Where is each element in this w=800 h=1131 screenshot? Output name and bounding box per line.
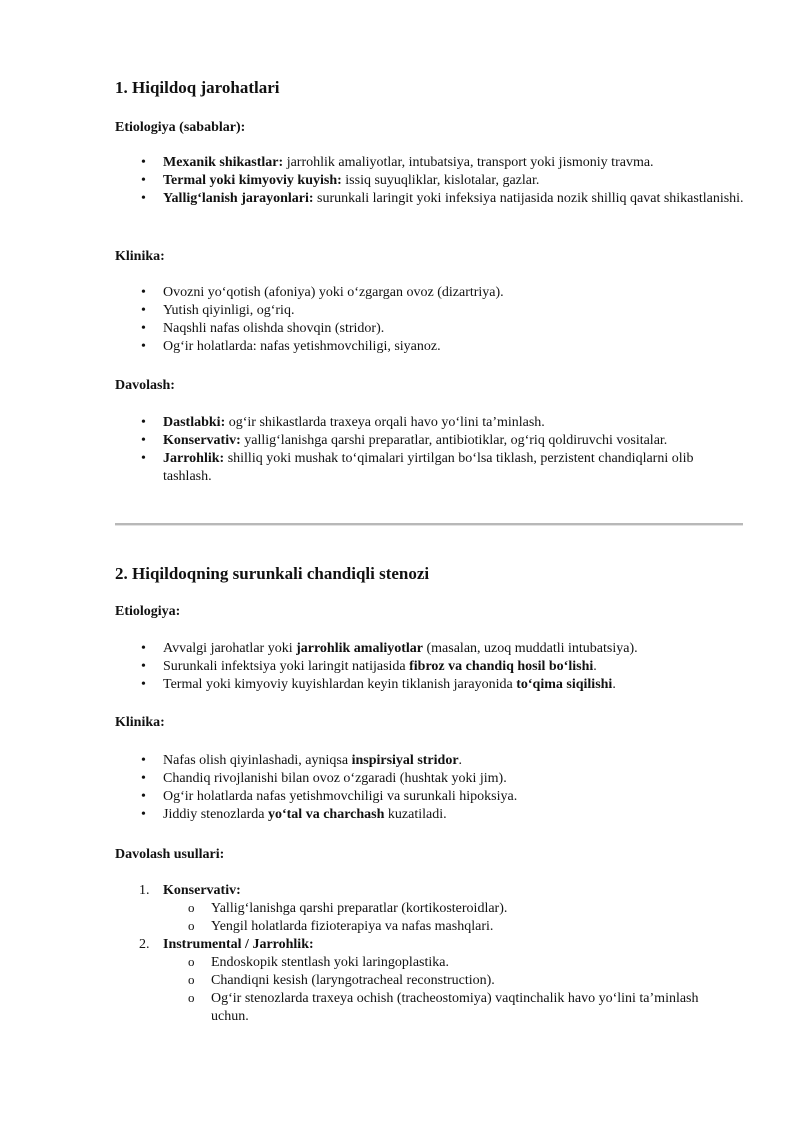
list-item: • Chandiq rivojlanishi bilan ovoz o‘zgaradi (hushtak yoki jim).	[115, 770, 745, 788]
s2-clinic-heading: Klinika:	[115, 715, 165, 730]
sub-item: o Yengil holatlarda fizioterapiya va nafas mashqlari.	[115, 918, 745, 936]
section-2-title: 2. Hiqildoqning surunkali chandiqli stenozi	[115, 564, 430, 583]
section-divider	[115, 523, 743, 526]
list-item: • Dastlabki: og‘ir shikastlarda traxeya orqali havo yo‘lini ta’minlash.	[115, 414, 745, 432]
sub-item: o Og‘ir stenozlarda traxeya ochish (tracheostomiya) vaqtinchalik havo yo‘lini ta’minlash uchun.	[115, 990, 711, 1026]
list-item: • Avvalgi jarohatlar yoki jarrohlik amaliyotlar (masalan, uzoq muddatli intubatsiya).	[115, 640, 745, 658]
s1-treatment-heading: Davolash:	[115, 378, 175, 393]
list-item: • Og‘ir holatlarda: nafas yetishmovchiligi, siyanoz.	[115, 338, 745, 356]
s1-etiology-heading: Etiologiya (sabablar):	[115, 120, 246, 135]
list-item: • Konservativ: yallig‘lanishga qarshi preparatlar, antibiotiklar, og‘riq qoldiruvchi vositalar.	[115, 432, 703, 450]
s1-clinic-list	[115, 284, 745, 356]
s2-clinic-list	[115, 752, 745, 824]
list-item: • Ovozni yo‘qotish (afoniya) yoki o‘zgargan ovoz (dizartriya).	[115, 284, 745, 302]
list-item: • Jiddiy stenozlarda yo‘tal va charchash kuzatiladi.	[115, 806, 745, 824]
method-item	[115, 936, 745, 1026]
sub-item: o Yallig‘lanishga qarshi preparatlar (kortikosteroidlar).	[115, 900, 745, 918]
list-item: • Termal yoki kimyoviy kuyishlardan keyin tiklanish jarayonida to‘qima siqilishi.	[115, 676, 745, 694]
s2-etiology-heading: Etiologiya:	[115, 604, 181, 619]
list-item: • Mexanik shikastlar: jarrohlik amaliyotlar, intubatsiya, transport yoki jismoniy travma.	[115, 154, 745, 172]
method-label: Instrumental / Jarrohlik:	[163, 937, 314, 952]
list-item: • Yutish qiyinligi, og‘riq.	[115, 302, 745, 320]
method-item	[115, 882, 745, 936]
list-item: • Termal yoki kimyoviy kuyish: issiq suyuqliklar, kislotalar, gazlar.	[115, 172, 745, 190]
list-item: • Og‘ir holatlarda nafas yetishmovchiligi va surunkali hipoksiya.	[115, 788, 745, 806]
list-item: • Nafas olish qiyinlashadi, ayniqsa inspirsiyal stridor.	[115, 752, 745, 770]
sub-item: o Chandiqni kesish (laryngotracheal reconstruction).	[115, 972, 745, 990]
list-item: • Yallig‘lanish jarayonlari: surunkali laringit yoki infeksiya natijasida nozik shilliq qavat shikastlanishi.	[115, 190, 745, 208]
method-number: 2.	[139, 937, 150, 952]
section-1-title: 1. Hiqildoq jarohatlari	[115, 78, 280, 97]
s2-methods-list	[115, 882, 745, 1026]
method-label: Konservativ:	[163, 883, 241, 898]
list-item: • Surunkali infektsiya yoki laringit natijasida fibroz va chandiq hosil bo‘lishi.	[115, 658, 745, 676]
s1-treatment-list	[115, 414, 745, 486]
s1-clinic-heading: Klinika:	[115, 249, 165, 264]
sub-item: o Endoskopik stentlash yoki laringoplastika.	[115, 954, 745, 972]
list-item: • Jarrohlik: shilliq yoki mushak to‘qimalari yirtilgan bo‘lsa tiklash, perzistent chandiqlarni olib tashlash.	[115, 450, 703, 486]
s2-etiology-list	[115, 640, 745, 694]
method-number: 1.	[139, 883, 150, 898]
method-sublist	[163, 900, 745, 936]
s2-treatment-heading: Davolash usullari:	[115, 847, 225, 862]
list-item: • Naqshli nafas olishda shovqin (stridor).	[115, 320, 745, 338]
method-sublist	[163, 954, 745, 1026]
s1-etiology-list	[115, 154, 745, 208]
